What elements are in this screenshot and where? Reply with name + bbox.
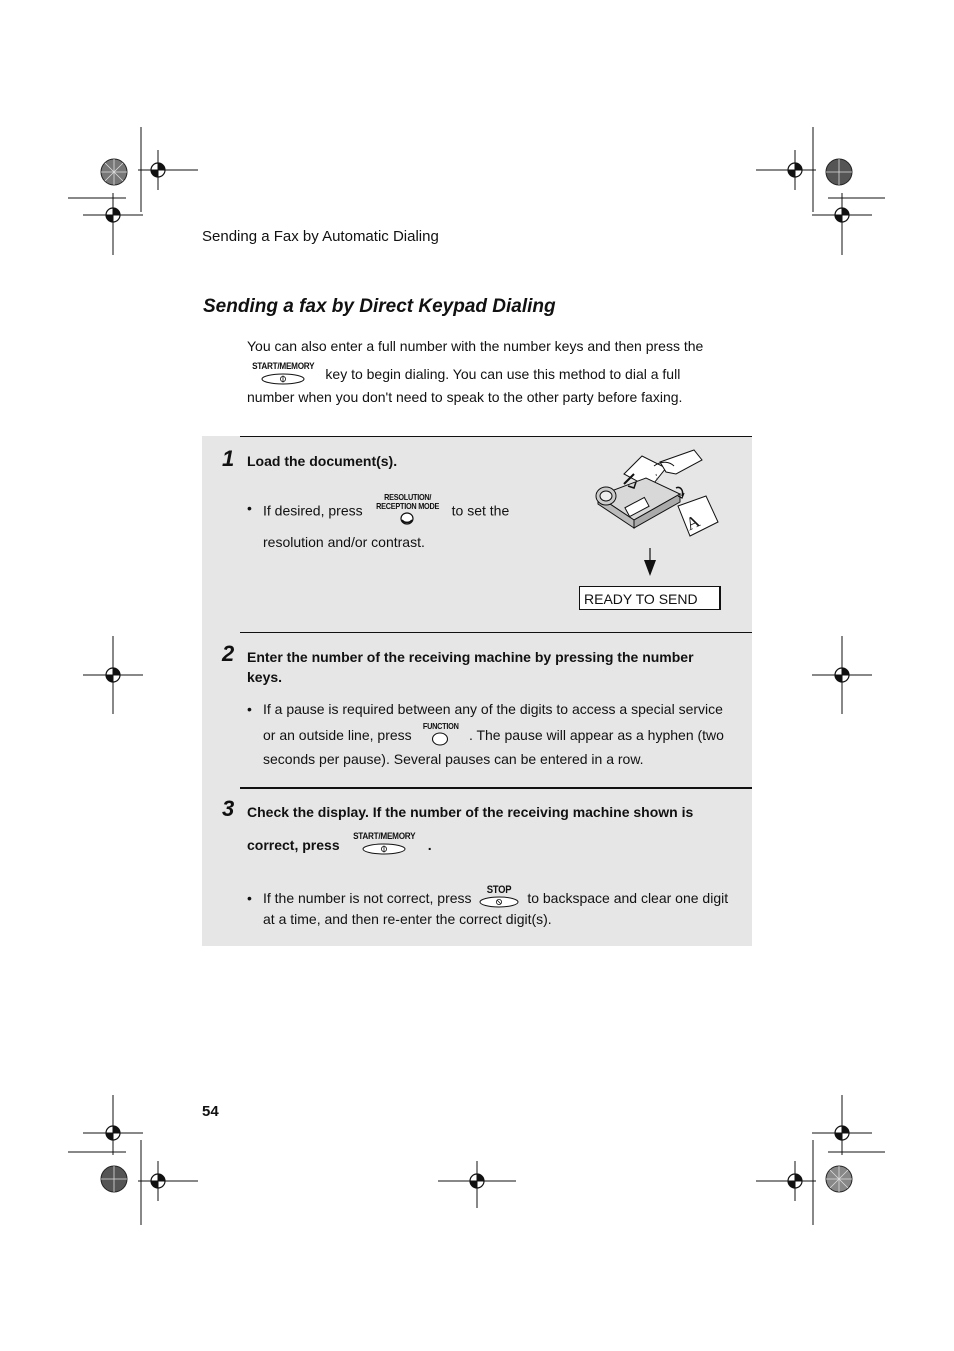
down-arrow-icon bbox=[642, 548, 658, 578]
step-2-bullet-line-3: seconds per pause). Several pauses can be entered in a row. bbox=[263, 750, 644, 767]
step-1-rule bbox=[240, 436, 752, 437]
start-memory-key-icon bbox=[247, 362, 319, 385]
intro-line-1: You can also enter a full number with the number keys and then press the bbox=[247, 338, 704, 354]
step-3-bullet-line-2: at a time, and then re-enter the correct digit(s). bbox=[263, 910, 552, 927]
lcd-display: READY TO SEND bbox=[579, 586, 721, 610]
step-3-rule bbox=[240, 787, 752, 789]
step-2-number: 2 bbox=[222, 641, 235, 666]
step-1-bullet-pre: If desired, press bbox=[263, 502, 363, 519]
step-2-bullet-line-1: If a pause is required between any of the digits to access a special service bbox=[263, 701, 723, 717]
step-2-heading-line-1: Enter the number of the receiving machine by pressing the number bbox=[247, 649, 694, 665]
step-1-bullet-post: to set the bbox=[451, 502, 510, 519]
step-3-heading bbox=[247, 802, 747, 858]
running-head: Sending a Fax by Automatic Dialing bbox=[202, 228, 439, 245]
step-1-number: 1 bbox=[222, 446, 235, 471]
step-1-bullet: • If desired, press RESOLUTION/ RECEPTION MODE to set the resolution and/or contrast. bbox=[263, 496, 523, 554]
function-key-icon bbox=[420, 721, 462, 746]
step-3-number: 3 bbox=[222, 796, 235, 821]
intro-line-3: number when you don't need to speak to the other party before faxing. bbox=[247, 388, 683, 405]
step-2-bullet: • If a pause is required between any of the digits to access a special service or an outside line, press FUNCTION . The pause will appear as a hyphen (two seconds per pause). Several pauses can be entered in a row. bbox=[263, 697, 743, 771]
step-3-heading-post: . bbox=[427, 837, 432, 854]
resolution-key-label-2: RECEPTION MODE bbox=[375, 501, 439, 511]
stop-key-icon bbox=[479, 885, 519, 908]
step-2-heading-line-2: keys. bbox=[247, 669, 283, 685]
intro-line-2: key to begin dialing. You can use this method to dial a full bbox=[325, 366, 681, 382]
step-3-heading-pre: correct, press bbox=[247, 837, 340, 854]
step-3-bullet-pre: If the number is not correct, press bbox=[263, 890, 472, 906]
step-2-rule bbox=[240, 632, 752, 633]
section-title: Sending a fax by Direct Keypad Dialing bbox=[203, 296, 556, 317]
function-key-label: FUNCTION bbox=[422, 720, 459, 731]
step-3-bullet-post: to backspace and clear one digit bbox=[527, 890, 729, 906]
step-2-heading bbox=[247, 647, 747, 687]
start-memory-key-label-2: START/MEMORY bbox=[352, 831, 415, 842]
resolution-reception-mode-key-icon bbox=[371, 493, 444, 525]
svg-text:A: A bbox=[682, 510, 703, 535]
steps-panel bbox=[202, 436, 752, 946]
step-3-bullet: • If the number is not correct, press STOP to backspace and clear one digit at a time, and then re-enter the correct digit(s). bbox=[263, 886, 743, 931]
step-1-heading: Load the document(s). bbox=[247, 453, 398, 469]
fax-machine-illustration bbox=[584, 444, 724, 554]
start-memory-key-label: START/MEMORY bbox=[252, 360, 315, 372]
step-2-bullet-pre: or an outside line, press bbox=[263, 727, 412, 743]
start-memory-key-icon-2 bbox=[348, 832, 420, 855]
intro-paragraph bbox=[247, 334, 737, 409]
step-2-bullet-post: . The pause will appear as a hyphen (two bbox=[468, 727, 724, 743]
step-3-heading-line-1: Check the display. If the number of the receiving machine shown is bbox=[247, 804, 694, 820]
page-number: 54 bbox=[202, 1103, 219, 1120]
stop-key-label: STOP bbox=[487, 883, 512, 896]
step-1-bullet-line-2: resolution and/or contrast. bbox=[263, 534, 425, 550]
resolution-key-label-1: RESOLUTION/ bbox=[383, 492, 431, 502]
